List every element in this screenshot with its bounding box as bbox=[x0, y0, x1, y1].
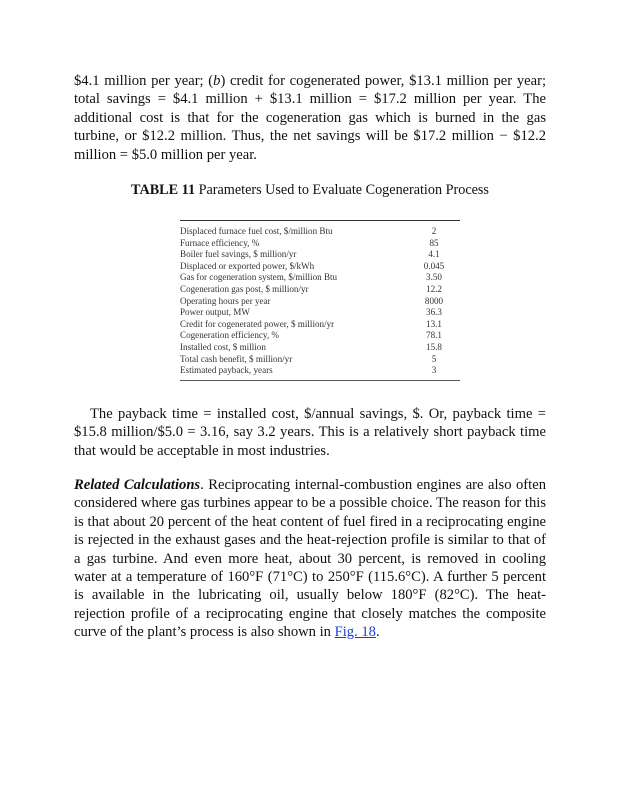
related-calculations-end: . bbox=[375, 624, 380, 641]
parameter-label: Displaced or exported power, $/kWh bbox=[180, 260, 315, 271]
parameter-value: 2 bbox=[431, 226, 437, 237]
paragraph-savings bbox=[74, 72, 546, 164]
parameter-label: Power output, MW bbox=[180, 307, 250, 318]
parameter-value: 15.8 bbox=[426, 341, 442, 352]
parameter-value: 5 bbox=[431, 353, 437, 364]
table-row bbox=[180, 307, 460, 319]
table-caption-text: Parameters Used to Evaluate Cogeneration Process bbox=[198, 182, 489, 199]
parameter-value: 0.045 bbox=[423, 260, 445, 271]
parameter-label: Gas for cogeneration system, $/million Btu bbox=[180, 272, 338, 283]
page-content bbox=[74, 72, 546, 642]
table-bottom-rule bbox=[180, 380, 460, 381]
parameter-value: 13.1 bbox=[426, 318, 442, 329]
parameter-value: 85 bbox=[429, 237, 439, 248]
related-calculations-heading: Related Calculations bbox=[74, 476, 201, 493]
parameter-value: 3.50 bbox=[426, 272, 442, 283]
parameter-label: Cogeneration efficiency, % bbox=[180, 330, 279, 341]
parameter-label: Operating hours per year bbox=[180, 295, 271, 306]
paragraph-related-calculations bbox=[74, 476, 546, 642]
parameter-label: Furnace efficiency, % bbox=[180, 237, 260, 248]
parameters-table-container bbox=[180, 220, 460, 381]
parameter-label: Installed cost, $ million bbox=[180, 341, 266, 352]
related-calculations-heading-punct: . bbox=[200, 476, 204, 493]
table-row bbox=[180, 249, 460, 261]
paragraph-savings-text-2: ) credit for cogenerated power, $13.1 million per year; total savings = $4.1 million + $13.1 million = $17.2 million per year. The additional cost is that for the cogeneration gas which is burned in the gas turbine, or $12.2 million. Thus, the net savings will be $17.2 million − $12.2 million = $5.0 million per year. bbox=[74, 73, 546, 163]
parameter-label: Cogeneration gas post, $ million/yr bbox=[180, 284, 309, 294]
table-caption-label: TABLE 11 bbox=[131, 182, 196, 199]
table-row bbox=[180, 238, 460, 250]
table-row bbox=[180, 261, 460, 273]
table-row bbox=[180, 226, 460, 238]
parameter-value: 4.1 bbox=[428, 249, 440, 260]
parameter-label: Displaced furnace fuel cost, $/million Btu bbox=[180, 226, 333, 237]
paragraph-savings-text-1: $4.1 million per year; ( bbox=[74, 73, 214, 89]
table-top-rule bbox=[180, 220, 460, 221]
fig-18-link[interactable]: Fig. 18 bbox=[334, 624, 376, 641]
related-calculations-body: Reciprocating internal-combustion engines are also often considered where gas turbines appear to be a possible choice. The reason for this is that about 20 percent of the heat content of fuel fired in a reciprocating engine is rejected in the exhaust gases and the heat-rejection profile is similar to that of a gas turbine. And even more heat, about 30 percent, is removed in cooling water at a temperature of 160°F (71°C) to 250°F (115.6°C). A further 5 percent is available in the lubricating oil, usually below 180°F (82°C). The heat-rejection profile of a reciprocating engine that closely matches the composite curve of the plant’s process is also shown in bbox=[74, 476, 546, 641]
table-caption bbox=[74, 181, 546, 199]
parameter-value: 78.1 bbox=[426, 330, 442, 341]
parameter-label: Boiler fuel savings, $ million/yr bbox=[180, 249, 297, 260]
table-row bbox=[180, 354, 460, 366]
parameters-table bbox=[180, 226, 460, 377]
table-row bbox=[180, 319, 460, 331]
table-row bbox=[180, 272, 460, 284]
table-row bbox=[180, 296, 460, 308]
table-row bbox=[180, 365, 460, 377]
parameter-value: 8000 bbox=[424, 295, 444, 306]
parameter-value: 36.3 bbox=[426, 307, 442, 318]
item-letter-b: b bbox=[213, 73, 221, 89]
paragraph-payback: The payback time = installed cost, $/annual savings, $. Or, payback time = $15.8 million/$5.0 = 3.16, say 3.2 years. This is a relatively short payback time that would be acceptable in most industries. bbox=[74, 405, 546, 459]
parameter-label: Estimated payback, years bbox=[180, 365, 273, 376]
table-row bbox=[180, 284, 460, 296]
parameter-value: 3 bbox=[431, 365, 437, 376]
parameter-label: Credit for cogenerated power, $ million/yr bbox=[180, 318, 335, 329]
parameter-label: Total cash benefit, $ million/yr bbox=[180, 353, 293, 364]
table-row bbox=[180, 342, 460, 354]
parameter-value: 12.2 bbox=[426, 284, 442, 294]
table-row bbox=[180, 330, 460, 342]
